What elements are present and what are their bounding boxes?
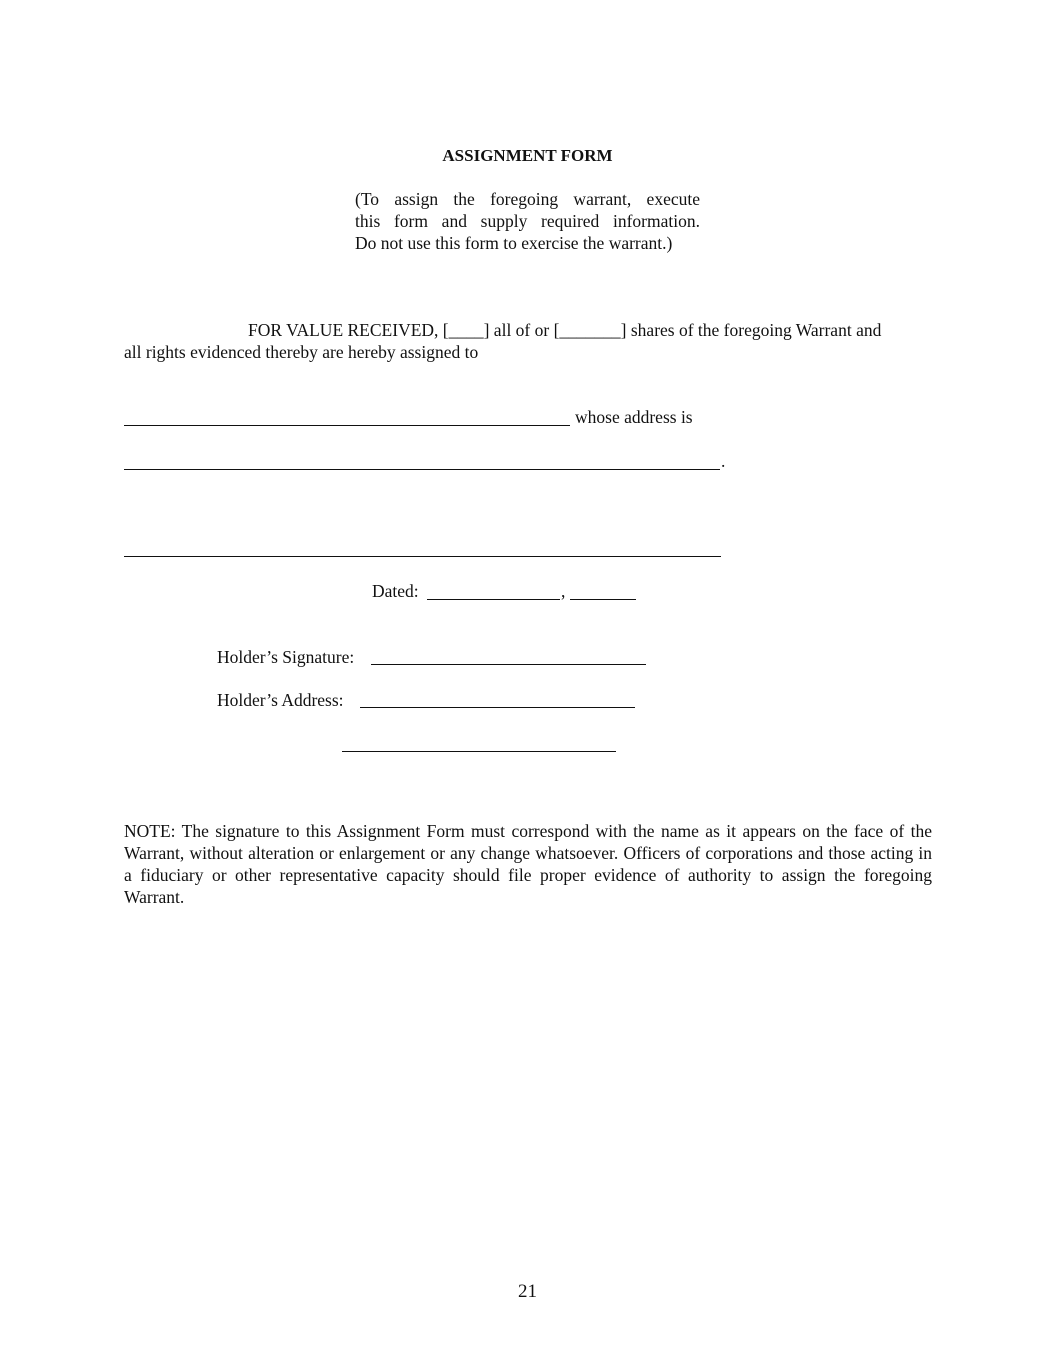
address-period: . xyxy=(721,451,726,471)
value-received-line-2: all rights evidenced thereby are hereby assigned to xyxy=(124,342,479,362)
note-paragraph: NOTE: The signature to this Assignment Form must correspond with the name as it appears on the face of the Warrant, without alteration or enlargement or any change whatsoever. Officers of corporations and those acting in a fiduciary or other representative capacity should file proper evidence of authority to assign the foregoing Warrant. xyxy=(124,821,932,907)
dated-day-blank[interactable] xyxy=(427,599,560,600)
holder-address-second-blank[interactable] xyxy=(342,751,616,752)
instructions-line: Do not use this form to exercise the warrant.) xyxy=(355,233,673,253)
holder-signature-blank[interactable] xyxy=(371,664,646,665)
holder-address-label: Holder’s Address: xyxy=(217,690,344,710)
dated-label: Dated: xyxy=(372,581,419,601)
assignee-address-blank[interactable] xyxy=(124,469,720,470)
page-title: ASSIGNMENT FORM xyxy=(442,146,613,165)
value-received-line-1: FOR VALUE RECEIVED, [____] all of or [_______] shares of the foregoing Warrant and xyxy=(248,320,882,340)
holder-address-blank[interactable] xyxy=(360,707,635,708)
instructions-line: (To assign the foregoing warrant, execute xyxy=(355,189,700,209)
assignee-name-blank[interactable] xyxy=(124,425,570,426)
dated-year-blank[interactable] xyxy=(570,599,636,600)
page-number: 21 xyxy=(518,1281,537,1302)
extra-line-blank[interactable] xyxy=(124,556,721,557)
dated-separator: , xyxy=(561,581,566,601)
assignee-suffix: whose address is xyxy=(575,407,693,427)
holder-signature-label: Holder’s Signature: xyxy=(217,647,355,667)
instructions-block xyxy=(355,188,700,254)
instructions-line: this form and supply required information. xyxy=(355,211,700,231)
